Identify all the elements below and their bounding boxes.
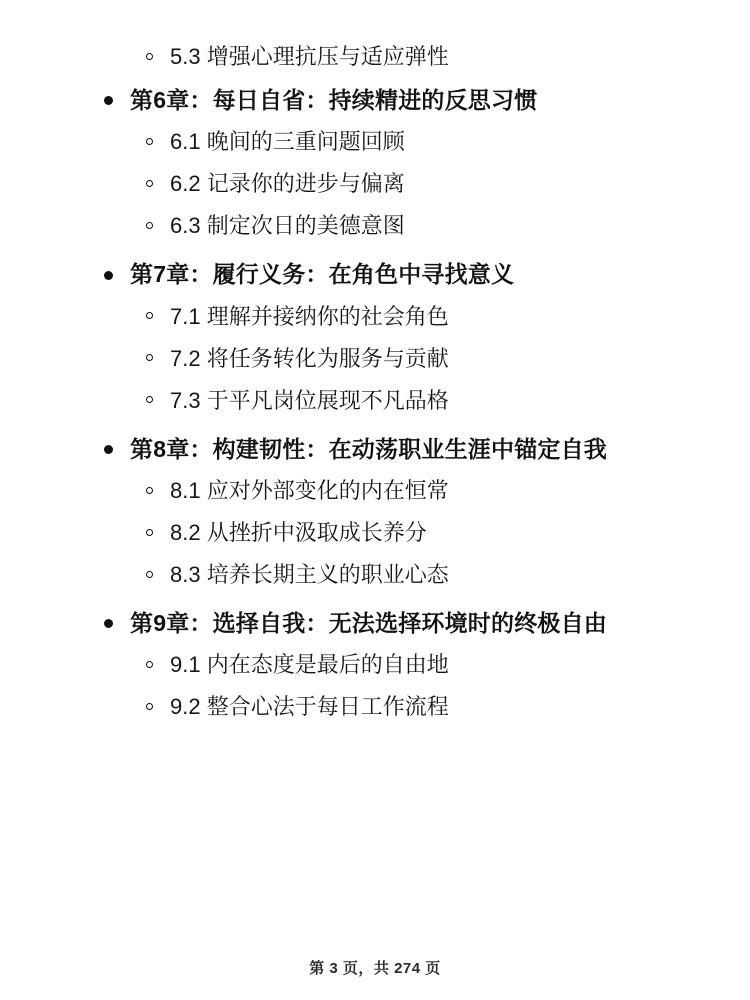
table-of-contents [70, 40, 680, 723]
chapter-block-7 [70, 256, 680, 416]
subsection-list [140, 474, 680, 591]
list-item[interactable]: 8.1 应对外部变化的内在恒常 [140, 474, 680, 507]
subsection-list [140, 300, 680, 417]
page-footer: 第 3 页，共 274 页 [309, 960, 441, 977]
list-item[interactable]: 7.1 理解并接纳你的社会角色 [140, 300, 680, 333]
list-item[interactable]: 8.2 从挫折中汲取成长养分 [140, 516, 680, 549]
list-item[interactable]: 9.1 内在态度是最后的自由地 [140, 648, 680, 681]
list-item[interactable]: 第9章：选择自我：无法选择环境时的终极自由 [98, 605, 680, 642]
chapter-block-8 [70, 431, 680, 591]
subsection-list [140, 648, 680, 723]
list-item[interactable]: 7.3 于平凡岗位展现不凡品格 [140, 384, 680, 417]
list-item[interactable]: 9.2 整合心法于每日工作流程 [140, 690, 680, 723]
chapter-block-9 [70, 605, 680, 723]
subsection-list [140, 125, 680, 242]
chapter-block-6 [70, 82, 680, 242]
list-item[interactable]: 第6章：每日自省：持续精进的反思习惯 [98, 82, 680, 119]
list-item[interactable]: 5.3 增强心理抗压与适应弹性 [140, 40, 680, 73]
list-item[interactable]: 第7章：履行义务：在角色中寻找意义 [98, 256, 680, 293]
list-item[interactable]: 第8章：构建韧性：在动荡职业生涯中锚定自我 [98, 431, 680, 468]
list-item[interactable]: 6.3 制定次日的美德意图 [140, 209, 680, 242]
list-item[interactable]: 7.2 将任务转化为服务与贡献 [140, 342, 680, 375]
list-item[interactable]: 6.2 记录你的进步与偏离 [140, 167, 680, 200]
list-item[interactable]: 6.1 晚间的三重问题回顾 [140, 125, 680, 158]
orphan-subsection-list [140, 40, 680, 73]
list-item[interactable]: 8.3 培养长期主义的职业心态 [140, 558, 680, 591]
